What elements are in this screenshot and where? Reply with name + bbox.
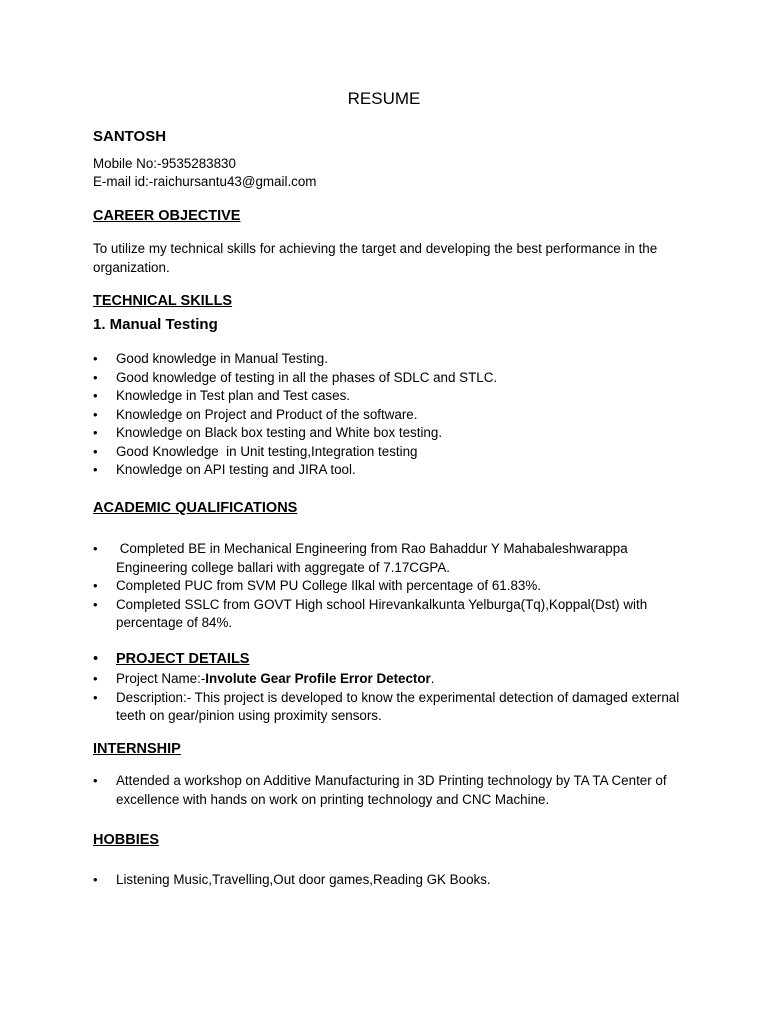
project-heading: • PROJECT DETAILS [93, 651, 250, 667]
academic-list [93, 540, 683, 633]
project-description: Description:- This project is developed to know the experimental detection of damaged external teeth on gear/pinion using proximity sensors. [116, 689, 680, 723]
list-item [93, 689, 683, 726]
candidate-name: SANTOSH [93, 128, 167, 145]
mobile-number: Mobile No:-9535283830 [93, 156, 236, 171]
bullet-icon: • [93, 671, 98, 686]
career-objective-text: To utilize my technical skills for achieving the target and developing the best performance in the organization. [93, 241, 658, 275]
list-item: • Knowledge on API testing and JIRA tool. [93, 461, 683, 480]
list-item: • Listening Music,Travelling,Out door games,Reading GK Books. [93, 871, 683, 890]
email-address: E-mail id:-raichursantu43@gmail.com [93, 174, 317, 189]
academic-heading: ACADEMIC QUALIFICATIONS [93, 500, 298, 516]
bullet-icon: • [93, 578, 98, 593]
hobbies-list [93, 871, 683, 890]
bullet-icon: • [93, 425, 98, 440]
list-item: • Knowledge on Black box testing and White box testing. [93, 424, 683, 443]
list-item: • Project Name:-Involute Gear Profile Error Detector. [93, 670, 683, 689]
bullet-icon: • [93, 462, 98, 477]
internship-list [93, 772, 683, 809]
bullet-icon: • [93, 689, 98, 705]
list-item: • Good knowledge of testing in all the phases of SDLC and STLC. [93, 369, 683, 388]
technical-skills-list [93, 350, 683, 480]
technical-skills-heading: TECHNICAL SKILLS [93, 293, 233, 309]
list-item: • Attended a workshop on Additive Manufacturing in 3D Printing technology by TA TA Center of excellence with hands on work on printing technology and CNC Machine. [93, 773, 667, 807]
manual-testing-subheading: 1. Manual Testing [93, 316, 218, 333]
list-item: • Completed PUC from SVM PU College Ilkal with percentage of 61.83%. [93, 577, 683, 596]
list-item: • Knowledge in Test plan and Test cases. [93, 387, 683, 406]
bullet-icon: • [93, 406, 98, 422]
project-name-value: Involute Gear Profile Error Detector [205, 671, 431, 686]
list-item: • Good knowledge in Manual Testing. [93, 350, 683, 369]
career-objective-heading: CAREER OBJECTIVE [93, 208, 241, 224]
bullet-icon: • [93, 388, 98, 403]
list-item: • Knowledge on Project and Product of the software. [93, 406, 683, 425]
document-title: RESUME [347, 89, 421, 108]
bullet-icon: • [93, 443, 98, 459]
list-item: • Good Knowledge in Unit testing,Integration testing [93, 443, 683, 462]
hobbies-heading: HOBBIES [93, 832, 160, 848]
bullet-icon: • [93, 351, 98, 366]
bullet-icon: • [93, 773, 98, 788]
bullet-icon: • [93, 651, 99, 667]
list-item: • Completed BE in Mechanical Engineering from Rao Bahaddur Y Mahabaleshwarappa Engineering college ballari with aggregate of 7.17CGPA. [93, 541, 632, 575]
internship-heading: INTERNSHIP [93, 741, 181, 757]
bullet-icon: • [93, 369, 98, 385]
list-item: • Completed SSLC from GOVT High school Hirevankalkunta Yelburga(Tq),Koppal(Dst) with percentage of 84%. [93, 596, 648, 630]
project-name-label: Project Name:- [116, 671, 206, 686]
bullet-icon: • [93, 541, 98, 556]
bullet-icon: • [93, 872, 98, 887]
project-list [93, 670, 683, 726]
bullet-icon: • [93, 596, 98, 612]
